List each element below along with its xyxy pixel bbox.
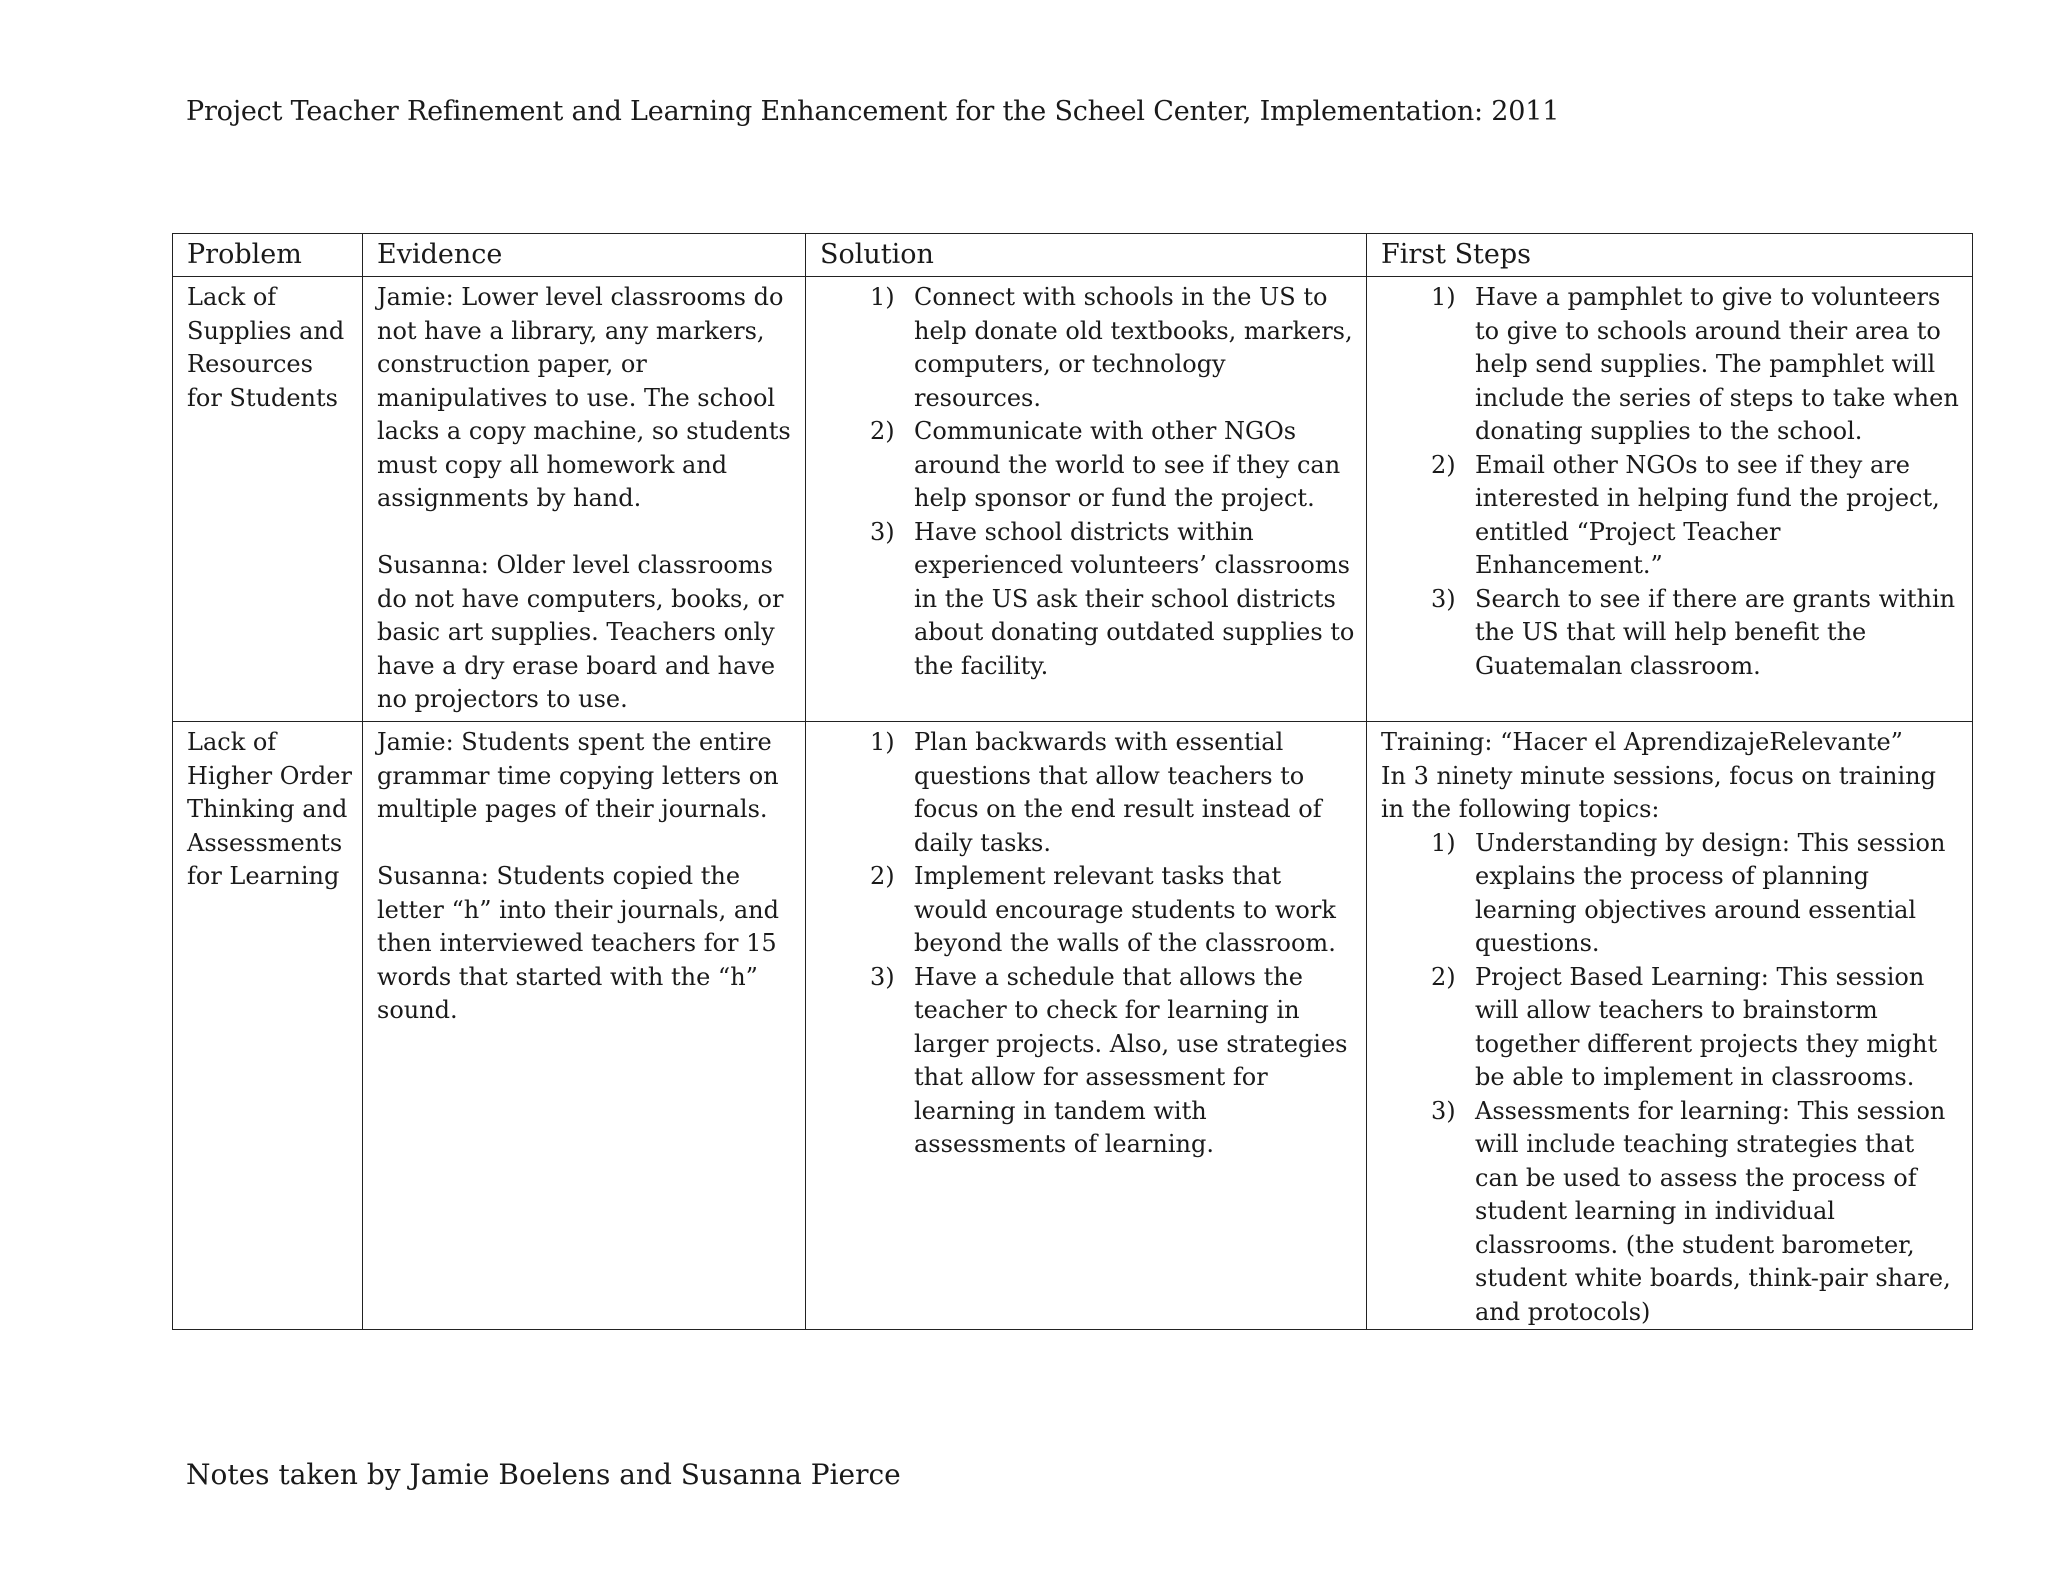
list-item xyxy=(1381,961,1964,1095)
solution-cell xyxy=(806,722,1367,1330)
table-row xyxy=(173,277,1973,722)
list-item xyxy=(820,961,1358,1162)
first-steps-list xyxy=(1381,827,1964,1330)
list-item xyxy=(820,415,1358,516)
list-item-text: Project Based Learning: This session will allow teachers to brainstorm together different projects they might be able to implement in classrooms. xyxy=(1475,962,1938,1091)
header-problem: Problem xyxy=(173,234,363,277)
evidence-cell xyxy=(363,722,806,1330)
list-number: 1) xyxy=(1431,828,1456,857)
list-number: 3) xyxy=(870,962,895,991)
header-evidence: Evidence xyxy=(363,234,806,277)
list-item xyxy=(820,860,1358,961)
list-number: 1) xyxy=(870,283,895,311)
solution-list xyxy=(820,726,1358,1162)
evidence-note-susanna: Susanna: Older level classrooms do not have computers, books, or basic art supplies. Teachers only have a dry erase board and have no projectors to use. xyxy=(377,551,784,713)
list-item-text: Plan backwards with essential questions that allow teachers to focus on the end result instead of daily tasks. xyxy=(914,728,1322,857)
list-number: 2) xyxy=(1431,450,1456,479)
solution-list xyxy=(820,281,1358,683)
list-item-text: Email other NGOs to see if they are interested in helping fund the project, entitled “Project Teacher Enhancement.” xyxy=(1475,450,1940,579)
list-number: 3) xyxy=(1431,1096,1456,1125)
table-header-row xyxy=(173,234,1973,277)
document-title: Project Teacher Refinement and Learning Enhancement for the Scheel Center, Implementation: 2011 xyxy=(186,96,1560,127)
list-number: 3) xyxy=(870,517,895,546)
list-item-text: Implement relevant tasks that would encourage students to work beyond the walls of the classroom. xyxy=(914,862,1336,957)
list-item-text: Understanding by design: This session explains the process of planning learning objectives around essential questions. xyxy=(1475,828,1946,957)
list-item xyxy=(1381,1095,1964,1330)
evidence-note-jamie: Jamie: Students spent the entire grammar time copying letters on multiple pages of their journals. xyxy=(377,728,779,823)
list-number: 2) xyxy=(870,862,895,890)
list-number: 3) xyxy=(1431,584,1456,613)
evidence-cell xyxy=(363,277,806,722)
list-item-text: Have a pamphlet to give to volunteers to give to schools around their area to help send supplies. The pamphlet will include the series of steps to take when donating supplies to the school. xyxy=(1475,283,1959,445)
list-item-text: Have a schedule that allows the teacher to check for learning in larger projects. Also, use strategies that allow for assessment for learning in tandem with assessments of learning. xyxy=(914,962,1348,1158)
solution-cell xyxy=(806,277,1367,722)
list-item-text: Search to see if there are grants within the US that will help benefit the Guatemalan classroom. xyxy=(1475,584,1956,680)
problem-cell: Lack of Higher Order Thinking and Assessments for Learning xyxy=(173,722,363,1330)
problem-cell: Lack of Supplies and Resources for Students xyxy=(173,277,363,722)
header-solution: Solution xyxy=(806,234,1367,277)
list-number: 1) xyxy=(870,728,895,756)
list-number: 2) xyxy=(1431,962,1456,991)
list-item-text: Have school districts within experienced volunteers’ classrooms in the US ask their school districts about donating outdated supplies to the facility. xyxy=(914,517,1355,680)
training-description: In 3 ninety minute sessions, focus on training in the following topics: xyxy=(1381,761,1936,823)
list-item-text: Connect with schools in the US to help donate old textbooks, markers, computers, or technology resources. xyxy=(914,283,1353,412)
list-number: 2) xyxy=(870,417,895,445)
notes-attribution: Notes taken by Jamie Boelens and Susanna Pierce xyxy=(186,1458,901,1491)
evidence-note-jamie: Jamie: Lower level classrooms do not have a library, any markers, construction paper, or manipulatives to use. The school lacks a copy machine, so students must copy all homework and assignments by hand. xyxy=(377,283,791,512)
list-item xyxy=(1381,449,1964,583)
plan-table xyxy=(172,233,1973,1330)
table-row xyxy=(173,722,1973,1330)
list-item xyxy=(1381,281,1964,449)
header-first-steps: First Steps xyxy=(1367,234,1973,277)
list-item xyxy=(1381,827,1964,961)
list-item xyxy=(1381,583,1964,684)
list-item xyxy=(820,726,1358,860)
first-steps-list xyxy=(1381,281,1964,683)
first-steps-cell xyxy=(1367,277,1973,722)
list-number: 1) xyxy=(1431,283,1456,311)
training-title: Training: “Hacer el AprendizajeRelevante” xyxy=(1381,728,1903,756)
first-steps-cell xyxy=(1367,722,1973,1330)
evidence-note-susanna: Susanna: Students copied the letter “h” into their journals, and then interviewed teachers for 15 words that started with the “h” sound. xyxy=(377,862,779,1024)
list-item xyxy=(820,281,1358,415)
list-item-text: Communicate with other NGOs around the world to see if they can help sponsor or fund the project. xyxy=(914,417,1341,512)
list-item-text: Assessments for learning: This session will include teaching strategies that can be used to assess the process of student learning in individual classrooms. (the student barometer, student white boards, think-pair share, and protocols) xyxy=(1475,1096,1951,1326)
list-item xyxy=(820,516,1358,684)
